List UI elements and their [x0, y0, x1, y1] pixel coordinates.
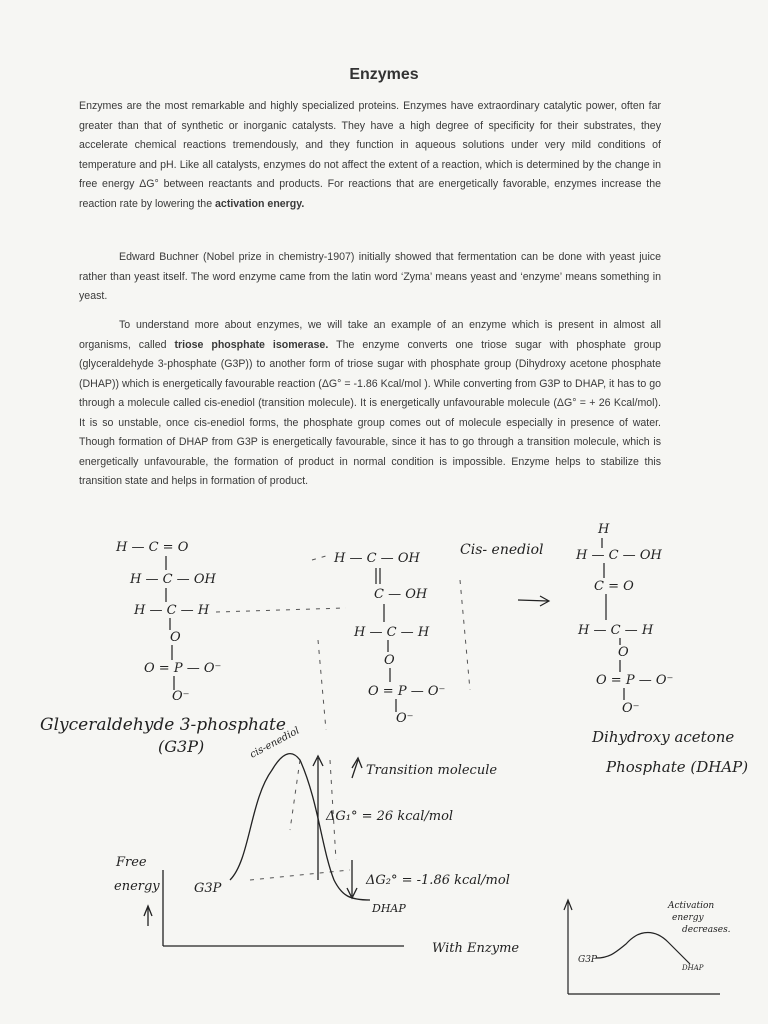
enediol-line-4: O — [384, 653, 395, 668]
enediol-name: Cis- enediol — [460, 542, 544, 558]
paragraph-triose-text-b: The enzyme converts one triose sugar with phosphate group (glyceraldehyde 3-phosphate (G3P)) to another form of triose sugar with phosphate group (Dihydroxy acetone phosphate (DHAP)) which is energetically favourable reaction (ΔG° = -1.86 Kcal/mol ). While converting from G3P to DHAP, it has to go through a molecule called cis-enediol (transition molecule). It is energetically unfavourable molecule (ΔG° = + 26 Kcal/mol). It is so unstable, once cis-enediol forms, the phosphate group comes out of molecule especially in presence of water. Though formation of DHAP from G3P is energetically favourable, since it has to go through a transition molecule, which is energetically unfavourable, the formation of product in normal condition is impossible. Enzyme helps to stabilize this transition state and helps in formation of product. — [79, 338, 661, 487]
paragraph-buchner: Edward Buchner (Nobel prize in chemistry-1907) initially showed that fermentation can be done with yeast juice rather than yeast itself. The word enzyme came from the latin word ‘Zyma’ means yeast and ‘enzyme’ means something in yeast. — [79, 251, 661, 302]
small-end-label: DHAP — [682, 964, 704, 972]
peak-label: cis-enediol — [248, 725, 302, 761]
dg-activation: ΔG₁° = 26 kcal/mol — [326, 809, 454, 824]
dhap-line-1: H — C — OH — [576, 548, 662, 563]
activation-energy-term: activation energy. — [215, 197, 305, 210]
enediol-line-6: O⁻ — [396, 711, 414, 726]
small-note-3: decreases. — [682, 925, 731, 935]
small-note-1: Activation — [668, 901, 715, 911]
dhap-line-5: O = P — O⁻ — [596, 673, 674, 688]
dhap-name: Dihydroxy acetone — [592, 728, 735, 746]
triose-phosphate-isomerase-term: triose phosphate isomerase. — [174, 338, 329, 351]
paragraph-intro-text: Enzymes are the most remarkable and highly specialized proteins. Enzymes have extraordinary catalytic power, often far greater than that of synthetic or inorganic catalysts. They have a high degree of specificity for their substrates, they accelerate chemical reactions tremendously, and they function in aqueous solutions under very mild conditions of temperature and pH. Like all catalysts, enzymes do not affect the extent of a reaction, which is determined by the change in free energy ΔG° between reactants and products. For reactions that are energetically favorable, enzymes increase the reaction rate by lowering the — [79, 100, 661, 210]
dhap-line-6: O⁻ — [622, 701, 640, 716]
start-label: G3P — [194, 881, 222, 896]
y-axis-label-2: energy — [114, 879, 160, 894]
g3p-line-6: O⁻ — [172, 689, 190, 704]
enediol-line-1: H — C — OH — [334, 551, 420, 566]
dhap-abbrev: Phosphate (DHAP) — [606, 758, 749, 776]
g3p-line-1: H — C = O — [116, 540, 189, 555]
transition-label: Transition molecule — [366, 763, 498, 778]
g3p-line-4: O — [170, 630, 181, 645]
small-start-label: G3P — [578, 955, 597, 965]
g3p-line-5: O = P — O⁻ — [144, 661, 222, 676]
dhap-line-0: H — [598, 522, 610, 537]
dhap-line-4: O — [618, 645, 629, 660]
paragraph-triose-text-a: To understand more about enzymes, we will take an example of an enzyme which is present in almost all organisms, called — [79, 319, 661, 351]
y-axis-label-1: Free — [116, 855, 147, 870]
enediol-line-5: O = P — O⁻ — [368, 684, 446, 699]
page-title: Enzymes — [349, 66, 419, 83]
enediol-line-2: C — OH — [374, 587, 428, 602]
g3p-line-3: H — C — H — [134, 603, 210, 618]
g3p-name: Glyceraldehyde 3-phosphate — [40, 715, 286, 735]
g3p-line-2: H — C — OH — [130, 572, 216, 587]
enediol-line-3: H — C — H — [354, 625, 430, 640]
small-note-2: energy — [672, 913, 704, 923]
dhap-line-2: C = O — [594, 579, 634, 594]
g3p-abbrev: (G3P) — [158, 737, 205, 756]
dg-reaction: ΔG₂° = -1.86 kcal/mol — [366, 873, 510, 888]
end-label: DHAP — [372, 902, 406, 915]
enzyme-caption: With Enzyme — [432, 941, 520, 956]
dhap-line-3: H — C — H — [578, 623, 654, 638]
